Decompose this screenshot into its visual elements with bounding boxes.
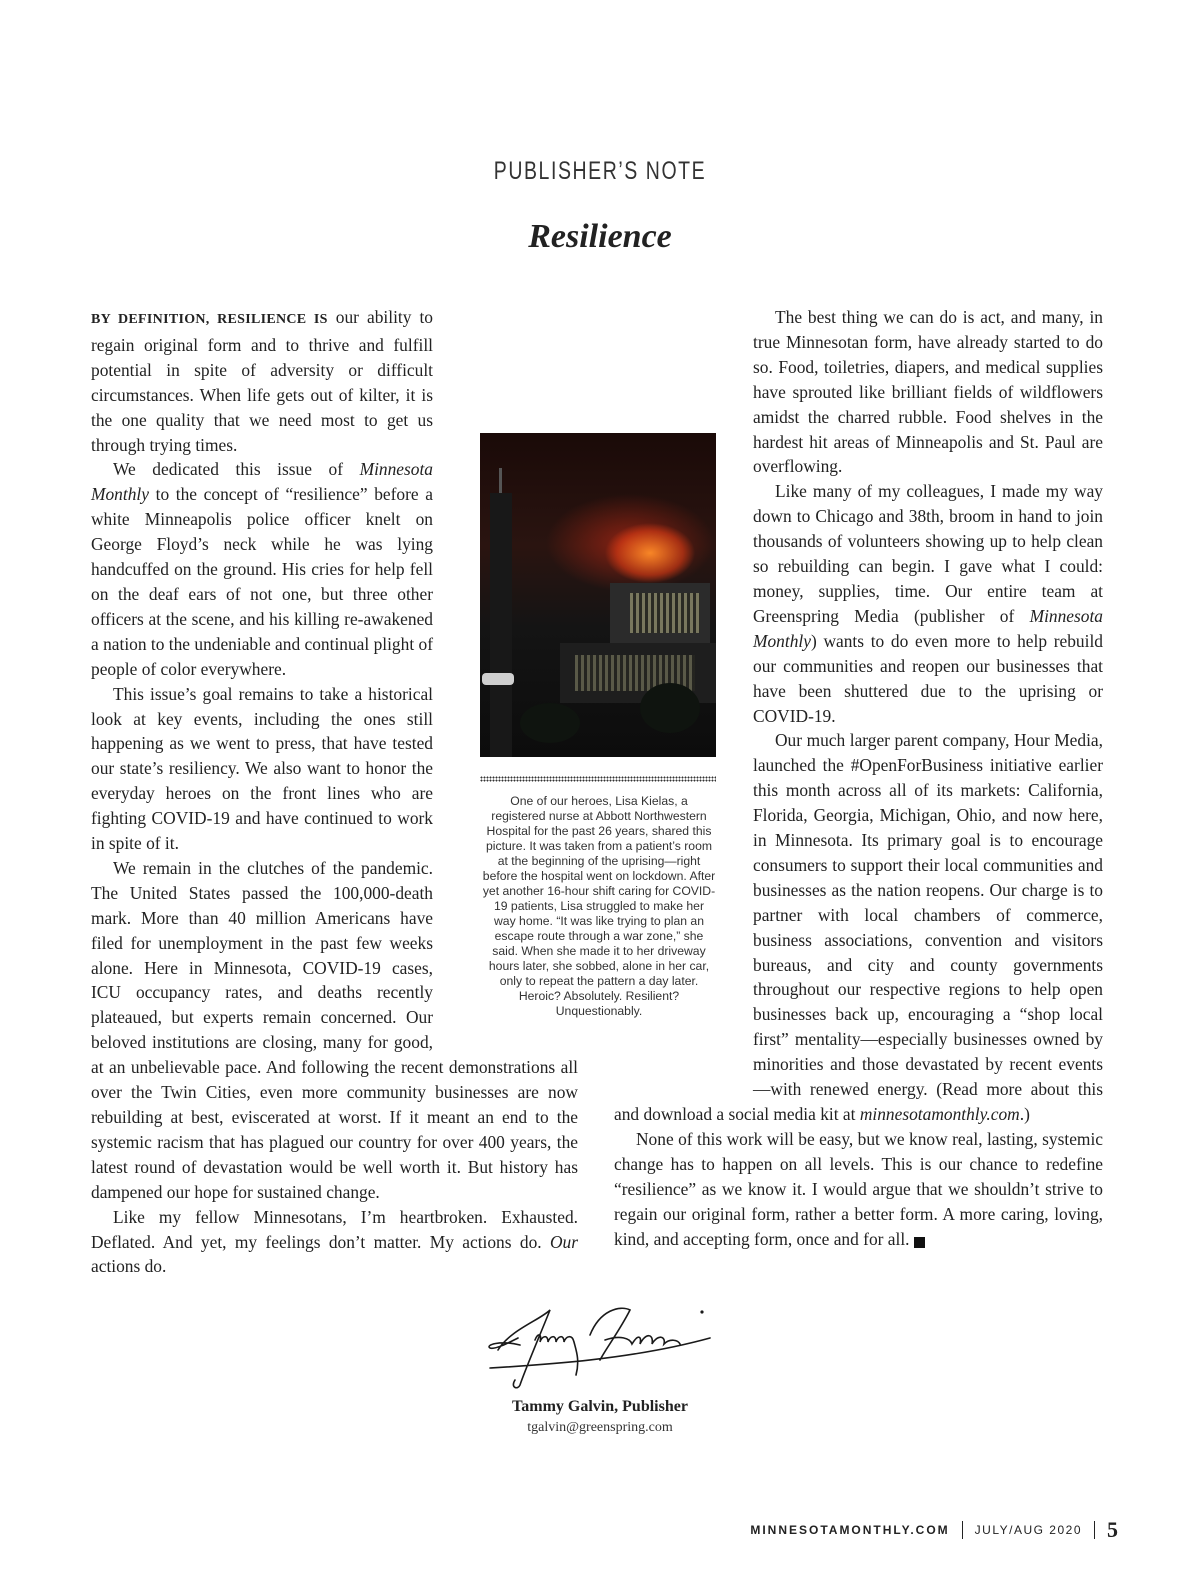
caption-divider: [480, 776, 716, 782]
page-number: 5: [1107, 1517, 1118, 1542]
photo-windows-1: [630, 593, 700, 633]
website-link[interactable]: minnesotamonthly.com: [859, 1104, 1020, 1124]
photo-tower: [490, 493, 512, 757]
right-p2-text-a: Like many of my colleagues, I made my way down to Chicago and 38th, broom in hand to join thousands of volunteers showing up to help clean so rebuilding can begin. I gave what I could: money, supplies, time. Our entire team at Greenspring Media (publisher of: [753, 481, 1103, 626]
publisher-name: Tammy Galvin, Publisher: [512, 1398, 688, 1415]
section-label: PUBLISHER’S NOTE: [493, 157, 707, 185]
right-paragraph-1: The best thing we can do is act, and many, in true Minnesotan form, have already started to do so. Food, toiletries, diapers, and medical supplies have sprouted like brilliant fields of wildflowers amidst the charred rubble. Food shelves in the hardest hit areas of Minneapolis and St. Paul are overflowing.: [753, 307, 1103, 477]
signature-image: [480, 1290, 720, 1400]
footer-date: JULY/AUG 2020: [974, 1523, 1082, 1537]
left-paragraph-3: This issue’s goal remains to take a historical look at key events, including the ones still happening as we went to press, that have tested our state’s resiliency. We also want to honor the everyday heroes on the front lines who are fighting COVID-19 and have continued to work in spite of it.: [91, 683, 433, 854]
left-paragraph-5: [91, 1205, 578, 1280]
right-p3-text-b: .): [1019, 1104, 1030, 1124]
left-p5-emphasis: Our: [549, 1231, 578, 1252]
footer-site: MINNESOTAMONTHLY.COM: [750, 1523, 950, 1537]
footer-divider-2: [1094, 1521, 1095, 1539]
page-title: Resilience: [528, 218, 672, 255]
footer-divider-1: [962, 1521, 963, 1539]
photo-tree-1: [640, 683, 700, 733]
hero-photo: [480, 433, 716, 757]
photo-caption: One of our heroes, Lisa Kielas, a registered nurse at Abbott Northwestern Hospital for the past 26 years, shared this picture. It was taken from a patient’s room at the beginning of the uprising—right before the hospital went on lockdown. After yet another 16-hour shift caring for COVID-19 patients, Lisa struggled to make her way home. “It was like trying to plan an escape route through a war zone,” she said. When she made it to her driveway hours later, she sobbed, alone in her car, only to repeat the pattern a day later. Heroic? Absolutely. Resilient? Unquestionably.: [482, 794, 716, 1018]
right-p4-text: None of this work will be easy, but we know real, lasting, systemic change has to happen on all levels. This is our chance to redefine “resilience” as we know it. I would argue that we shouldn’t strive to regain our original form, rather a better form. A more caring, loving, kind, and accepting form, once and for all.: [614, 1128, 1103, 1249]
page-footer: [750, 1517, 1118, 1543]
lead-in: BY DEFINITION, RESILIENCE IS: [91, 312, 328, 327]
magazine-name: Minnesota Monthly: [91, 459, 433, 505]
photo-tree-2: [520, 703, 580, 743]
left-paragraph-4: We remain in the clutches of the pandemic. The United States passed the 100,000-death mark. More than 40 million Americans have filed for unemployment in the past few weeks alone. Here in Minnesota, COVID-19 cases, ICU occupancy rates, and deaths recently plateaued, but experts remain concerned. Our beloved institutions are closing, many for good, at an unbelievable pace. And following the recent demonstrations all over the Twin Cities, even more community businesses are now rebuilding at best, eviscerated at worst. If it meant an end to the systemic racism that has plagued our country for over 400 years, the latest round of devastation would be well worth it. But history has dampened our hope for sustained change.: [91, 857, 578, 1202]
left-p5-text-a: Like my fellow Minnesotans, I’m heartbroken. Exhausted. Deflated. And yet, my feelings don’t matter. My actions do.: [91, 1206, 578, 1252]
right-p3-text-a: Our much larger parent company, Hour Media, launched the #OpenForBusiness initiative earlier this month across all of its markets: California, Florida, Georgia, Michigan, Ohio, and now here, in Minnesota. Its primary goal is to encourage consumers to support their local communities and businesses as the nation reopens. Our charge is to partner with local chambers of commerce, business associations, convention and visitors bureaus, and city and county governments throughout our respective regions to help open businesses back up, encouraging a “shop local first” mentality—especially businesses owned by minorities and those devastated by recent events—with renewed energy. (Read more about this and download a social media kit at: [614, 730, 1103, 1124]
end-mark-icon: M: [914, 1237, 925, 1248]
magazine-name-2: Minnesota Monthly: [753, 605, 1103, 651]
left-p2-text-b: to the concept of “resilience” before a white Minneapolis police officer knelt on George Floyd’s neck while he was lying handcuffed on the ground. His cries for help fell on the deaf ears of not one, but three other officers at the scene, and his killing re-awakened a nation to the undeniable and continual plight of people of color everywhere.: [91, 484, 433, 679]
right-p2-text-b: ) wants to do even more to help rebuild our communities and reopen our businesses that have been shuttered due to the uprising or COVID-19.: [753, 630, 1103, 726]
left-p2-text-a: We dedicated this issue of: [113, 459, 360, 480]
right-paragraph-4: [614, 1127, 1103, 1252]
publisher-email[interactable]: tgalvin@greenspring.com: [527, 1420, 673, 1435]
left-p1-text: our ability to regain original form and to thrive and fulfill potential in spite of adversity or difficult circumstances. When life gets out of kilter, it is the one quality that we need most to get us through trying times.: [91, 307, 433, 455]
left-p5-text-b: actions do.: [91, 1256, 167, 1277]
photo-car: [482, 673, 514, 685]
